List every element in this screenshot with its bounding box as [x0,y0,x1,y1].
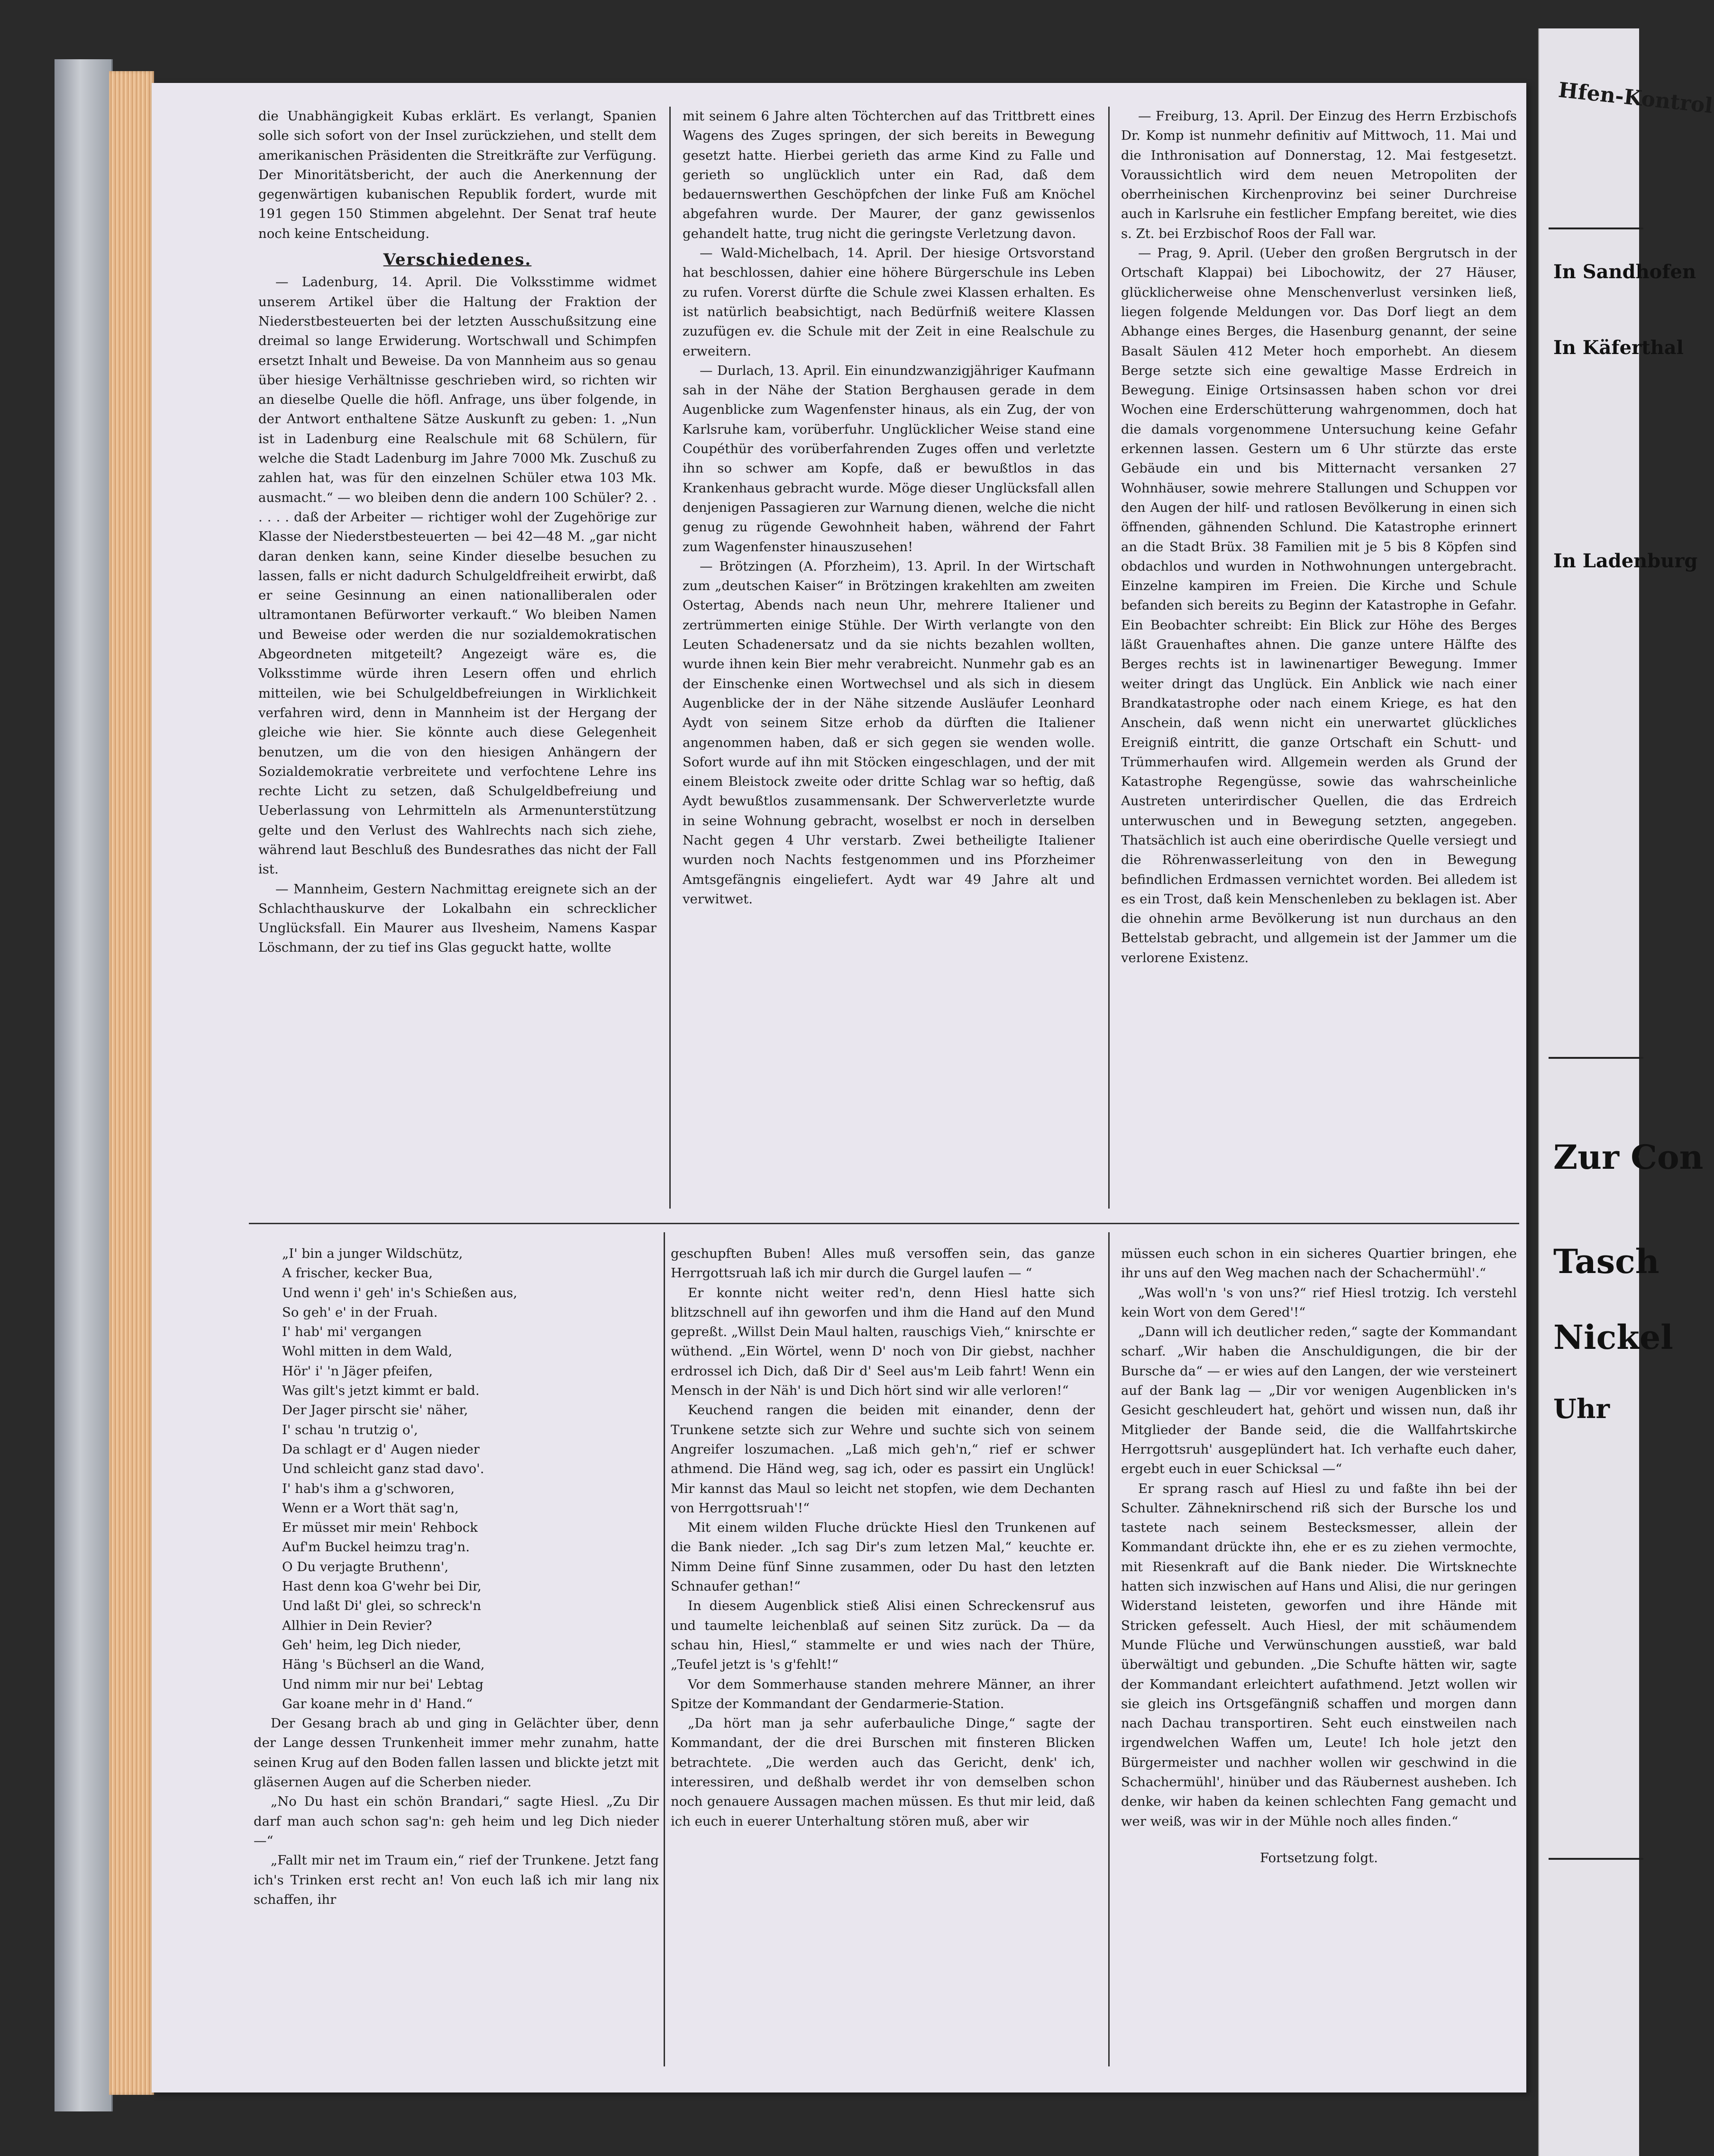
divider [1549,227,1643,229]
column-rule [669,107,671,1209]
story-text: Vor dem Sommerhause standen mehrere Männer, an ihrer Spitze der Kommandant der Gendarmerie-Station. [671,1676,1095,1711]
adjacent-heading: In Sandhofen [1553,261,1696,283]
adjacent-heading: Uhr [1553,1393,1610,1425]
column-rule [664,1232,665,2066]
column-rule [1108,107,1110,1209]
news-column-3 [1121,107,1517,968]
story-text: „Da hört man ja sehr auferbauliche Dinge,“ sagte der Kommandant, der die drei Burschen mit finsteren Blicken betrachtete. „Die werden auch das Gericht, denk' ich, interessiren, und deßhalb werdet ihr von demselben schon noch genauere Aussagen machen müssen. Es thut mir leid, daß ich euch in euerer Unterhaltung stören muß, aber wir [671,1716,1095,1829]
story-text: Er sprang rasch auf Hiesl zu und faßte ihn bei der Schulter. Zähneknirschend riß sich der Bursche los und tastete nach seinem Bestecksmesser, allein der Kommandant drückte ihn, ehe er es zu ziehen vermochte, mit Riesenkraft auf die Bank nieder. Die Wirtsknechte hatten sich inzwischen auf Hans und Alisi, die nur geringen Widerstand leisteten, geworfen und ihre Hände mit Stricken gefesselt. Auch Hiesl, der mit schäumendem Munde Flüche und Verwünschungen ausstieß, war bald überwältigt und gebunden. „Die Schufte hätten wir, sagte der Kommandant erleichtert aufathmend. Jetzt wollen wir sie gleich ins Ortsgefängniß schaffen und morgen dann nach Dachau transportiren. Seht euch einstweilen nach irgendwelchen Waffen um, Leute! Ich hole jetzt den Bürgermeister und nachher wollen wir geschwind in die Schachermühl', hinüber und das Räubernest ausheben. Ich denke, wir haben da keinen schlechten Fang gemacht und wer weiß, was wir in der Mühle noch alles finden.“ [1121,1481,1517,1829]
feuilleton-column-3 [1121,1244,1517,1868]
story-text: „No Du hast ein schön Brandari,“ sagte Hiesl. „Zu Dir darf man auch schon sag'n: geh heim und leg Dich nieder —“ [254,1794,659,1848]
article-wald-michelbach: — Wald-Michelbach, 14. April. Der hiesige Ortsvorstand hat beschlossen, dahier eine höhere Bürgerschule ins Leben zu rufen. Vorerst dürfte die Schule zwei Klassen erhalten. Es ist natürlich beabsichtigt, nach Bedürfniß weitere Klassen zuzufügen ev. die Schule mit der Zeit in eine Realschule zu erweitern. [683,246,1095,359]
adjacent-heading: Zur Con [1553,1137,1704,1177]
adjacent-heading: In Käferthal [1553,337,1684,359]
story-text: „Dann will ich deutlicher reden,“ sagte der Kommandant scharf. „Wir haben die Anschuldigungen, die bir der Bursche da“ — er wies auf den Langen, der wie versteinert auf der Bank lag — „Dir vor wenigen Augenblicken in's Gesicht geschleudert hat, gehört und wissen nun, daß ihr Mitglieder der Bande seid, die die Wallfahrtskirche Herrgottsruh' ausgeplündert hat. Ich verhafte euch daher, ergebt euch in euer Schicksal —“ [1121,1324,1517,1477]
story-text: Keuchend rangen die beiden mit einander, denn der Trunkene setzte sich zur Wehre und suchte sich von seinem Angreifer loszumachen. „Laß mich geh'n,“ rief er schwer athmend. Die Händ weg, sag ich, oder es passirt ein Unglück! Mir kannst das Maul so leicht net stopfen, wie dem Dechanten von Herrgottsruah'!“ [671,1402,1095,1516]
article-freiburg: — Freiburg, 13. April. Der Einzug des Herrn Erzbischofs Dr. Komp ist nunmehr definitiv auf Mittwoch, 11. Mai und die Inthronisation auf Donnerstag, 12. Mai festgesetzt. Voraussichtlich wird dem neuen Metropoliten der oberrheinischen Kirchenprovinz bei seiner Durchreise auch in Karlsruhe ein festlicher Empfang bereitet, wie dies s. Zt. bei Erzbischof Roos der Fall war. [1121,109,1517,241]
divider [1549,1858,1643,1860]
divider [1549,1057,1643,1059]
news-column-1 [258,107,656,958]
story-text: „Was woll'n 's von uns?“ rief Hiesl trotzig. Ich verstehl kein Wort von dem Gered'!“ [1121,1285,1517,1320]
adjacent-heading: Tasch [1553,1242,1659,1281]
poem-stanza: O Du verjagte Bruthenn', Hast denn koa G'wehr bei Dir, Und laßt Di' glei, so schreck'n Allhier in Dein Revier? Geh' heim, leg Dich nieder, Häng 's Büchserl an die Wand, Und nimm mir nur bei' Lebtag Gar koane mehr in d' Hand.“ [282,1559,485,1711]
column-rule [1108,1232,1110,2066]
article-text: die Unabhängigkeit Kubas erklärt. Es verlangt, Spanien solle sich sofort von der Insel zurückziehen, und stellt dem amerikanischen Präsidenten die Streitkräfte zur Verfügung. Der Minoritätsbericht, der auch die Anerkennung der gegenwärtigen kubanischen Republik fordert, wurde mit 191 gegen 150 Stimmen abgelehnt. Der Senat traf heute noch keine Entscheidung. [258,109,656,241]
story-text: geschupften Buben! Alles muß versoffen sein, das ganze Herrgottsruah laß ich mir durch die Gurgel laufen — “ [671,1246,1095,1281]
article-durlach: — Durlach, 13. April. Ein einundzwanzigjähriger Kaufmann sah in der Nähe der Station Berghausen gerade in dem Augenblicke zum Wagenfenster hinaus, als ein Zug, der von Karlsruhe kam, vorüberfuhr. Unglücklicher Weise stand eine Coupéthür des vorüberfahrenden Zuges offen und verletzte ihn so schwer am Kopfe, daß er bewußtlos in das Krankenhaus gebracht wurde. Möge dieser Unglücksfall allen denjenigen Passagieren zur Warnung dienen, welche die nicht genug zu rügende Gewohnheit haben, während der Fahrt zum Wagenfenster hinauszusehen! [683,363,1095,555]
story-text: Der Gesang brach ab und ging in Gelächter über, denn der Lange dessen Trunkenheit immer mehr zunahm, hatte seinen Krug auf den Boden fallen lassen und blickte jetzt mit gläsernen Augen auf die Scherben nieder. [254,1716,659,1790]
feuilleton-separator [249,1223,1519,1224]
adjacent-heading: Nickel [1553,1318,1673,1357]
feuilleton-column-2 [671,1244,1095,1831]
story-text: „Fallt mir net im Traum ein,“ rief der Trunkene. Jetzt fang ich's Trinken erst recht an! Von euch laß ich mir lang nix schaffen, ihr [254,1853,659,1907]
feuilleton-column-1 [254,1244,659,1910]
article-mannheim: — Mannheim, Gestern Nachmittag ereignete sich an der Schlachthauskurve der Lokalbahn ein schrecklicher Unglücksfall. Ein Maurer aus Ilvesheim, Namens Kaspar Löschmann, der zu tief ins Glas geguckt hatte, wollte [258,881,656,955]
story-text: Er konnte nicht weiter red'n, denn Hiesl hatte sich blitzschnell auf ihn geworfen und ihm die Hand auf den Mund gepreßt. „Willst Dein Maul halten, rauschigs Vieh,“ knirschte er wüthend. „Ein Wörtel, wenn D' noch von Dir giebst, nachher erdrossel ich Dich, daß Dir d' Seel aus'm Leib fahrt! Wenn ein Mensch in der Näh' is und Dich hört sind wir alle verloren!“ [671,1285,1095,1399]
article-text: mit seinem 6 Jahre alten Töchterchen auf das Trittbrett eines Wagens des Zuges springen, der sich bereits in Bewegung gesetzt hatte. Hierbei gerieth das arme Kind zu Falle und gerieth so unglücklich unter ein Rad, daß dem bedauernswerthen Geschöpfchen der linke Fuß am Knöchel abgefahren wurde. Der Maurer, der ganz gewissenlos gehandelt hatte, trug nicht die geringste Verletzung davon. [683,109,1095,241]
story-text: müssen euch schon in ein sicheres Quartier bringen, ehe ihr uns auf den Weg machen nach der Schachermühl'.“ [1121,1246,1517,1281]
story-text: In diesem Augenblick stieß Alisi einen Schreckensruf aus und taumelte leichenblaß auf seinen Sitz zurück. Da — da schau hin, Hiesl,“ stammelte er und wies nach der Thüre, „Teufel jetzt is 's g'fehlt!“ [671,1598,1095,1673]
poem-stanza: Der Jager pirscht sie' näher, I' schau 'n trutzig o', Da schlagt er d' Augen nieder Und schleicht ganz stad davo'. I' hab's ihm a g'schworen, Wenn er a Wort thät sag'n, Er müsset mir mein' Rehbock Auf'm Buckel heimzu trag'n. [282,1402,484,1555]
article-prag: — Prag, 9. April. (Ueber den großen Bergrutsch in der Ortschaft Klappai) bei Libochowitz, der 27 Häuser, glücklicherweise ohne Menschenverlust versinken ließ, liegen folgende Meldungen vor. Das Dorf liegt an dem Abhange eines Berges, die Hasenburg genannt, der seine Basalt Säulen 412 Meter hoch emporhebt. An diesem Berge setzte sich eine gewaltige Masse Erdreich in Bewegung. Einige Ortsinsassen haben schon vor drei Wochen eine Erderschütterung wahrgenommen, doch hat die damals vorgenommene Untersuchung keine Gefahr erkennen lassen. Gestern um 6 Uhr stürzte das erste Gebäude ein und bis Mitternacht versanken 27 Wohnhäuser, sowie mehrere Stallungen und Schuppen vor den Augen der hilf- und ratlosen Bevölkerung in einen sich öffnenden, gähnenden Schlund. Die Katastrophe erinnert an die Stadt Brüx. 38 Familien mit je 5 bis 8 Köpfen sind obdachlos und wurden in Nothwohnungen untergebracht. Einzelne kampiren im Freien. Die Kirche und Schule befanden sich bereits zu Beginn der Katastrophe in Gefahr. Ein Beobachter schreibt: Ein Blick zur Höhe des Berges läßt Grauenhaftes ahnen. Die ganze untere Hälfte des Berges rechts ist in lawinenartiger Bewegung. Immer weiter dringt das Unglück. Ein Anblick wie nach einer Brandkatastrophe oder nach einem Kriege, es hat den Anschein, daß wenn nicht ein unerwartet glückliches Ereigniß eintritt, die ganze Ortschaft ein Schutt- und Trümmerhaufen wird. Allgemein werden als Grund der Katastrophe Regengüsse, sowie das wahrscheinliche Austreten unterirdischer Quellen, die das Erdreich unterwuschen und in Bewegung setzten, angegeben. Thatsächlich ist auch eine oberirdische Quelle versiegt und die Röhrenwasserleitung von den in Bewegung befindlichen Erdmassen vernichtet worden. Bei alledem ist es ein Trost, daß kein Menschenleben zu beklagen ist. Aber die ohnehin arme Bevölkerung ist nun durchaus an den Bettelstab gebracht, und allgemein ist der Jammer um die verlorene Existenz. [1121,246,1517,965]
continuation-note: Fortsetzung folgt. [1260,1850,1378,1865]
adjacent-page [1538,28,1714,2156]
adjacent-page-title: Hfen-Kontrol [1557,78,1714,118]
news-column-2 [683,107,1095,909]
story-text: Mit einem wilden Fluche drückte Hiesl den Trunkenen auf die Bank nieder. „Ich sag Dir's zum letzen Mal,“ keuchte er. Nimm Deine fünf Sinne zusammen, oder Du hast den letzten Schnaufer gethan!“ [671,1520,1095,1594]
article-ladenburg: — Ladenburg, 14. April. Die Volksstimme widmet unserem Artikel über die Haltung der Fraktion der Niederstbesteuerten bei der letzten Ausschußsitzung eine dreimal so lange Erwiderung. Wortschwall und Schimpfen ersetzt Inhalt und Beweise. Da von Mannheim aus so genau über hiesige Verhältnisse geschrieben wird, so richten wir an dieselbe Quelle die höfl. Anfrage, uns über folgende, in der Antwort enthaltene Sätze Auskunft zu geben: 1. „Nun ist in Ladenburg eine Realschule mit 68 Schülern, für welche die Stadt Ladenburg im Jahre 7000 Mk. Zuschuß zu zahlen hat, was für den einzelnen Schüler etwa 103 Mk. ausmacht.“ — wo bleiben denn die andern 100 Schüler? 2. . . . . . daß der Arbeiter — richtiger wohl der Zugehörige zur Klasse der Niederstbesteuerten — bei 42—48 M. „gar nicht daran denken kann, seine Kinder dieselbe besuchen zu lassen, falls er nicht dadurch Schulgeldfreiheit erwirbt, daß er seine Gesinnung an einen nationalliberalen oder ultramontanen Befürworter verkauft.“ Wo bleiben Namen und Beweise oder werden die nur sozialdemokratischen Abgeordneten mitgeteilt? Angezeigt wäre es, die Volksstimme würde ihren Lesern offen und ehrlich mitteilen, wie bei Schulgeldbefreiungen in Wirklichkeit verfahren wird, denn in Mannheim ist der Hergang der gleiche wie hier. Sie könnte auch diese Gelegenheit benutzen, um die von den hiesigen Anhängern der Sozialdemokratie verbreitete und verfochtene Lehre ins rechte Licht zu setzen, daß Schulgeldbefreiung und Ueberlassung von Lehrmitteln als Armenunterstützung gelte und den Verlust des Wahlrechts nach sich ziehe, während laut Beschluß des Bundesrathes das nicht der Fall ist. [258,274,656,877]
section-title: Verschiedenes. [383,250,532,270]
binder-edge [55,59,113,2111]
poem-stanza: „I' bin a junger Wildschütz, A frischer, kecker Bua, Und wenn i' geh' in's Schießen aus, So geh' e' in der Fruah. I' hab' mi' vergangen Wohl mitten in dem Wald, Hör' i' 'n Jäger pfeifen, Was gilt's jetzt kimmt er bald. [282,1246,518,1399]
adjacent-heading: In Ladenburg [1553,550,1698,572]
article-broetzingen: — Brötzingen (A. Pforzheim), 13. April. In der Wirtschaft zum „deutschen Kaiser“ in Brötzingen krakehlten am zweiten Ostertag, Abends nach neun Uhr, mehrere Italiener und zertrümmerten einige Stühle. Der Wirth verlangte von den Leuten Schadenersatz und da sie nichts bezahlen wollten, wurde ihnen kein Bier mehr verabreicht. Nunmehr gab es an der Einschenke einen Wortwechsel und als sich in diesem Augenblicke der in der Nähe sitzende Ausläufer Leonhard Aydt von seinem Sitze erhob da dürften die Italiener angenommen haben, daß er sich gegen sie wenden wolle. Sofort wurde auf ihn mit Stöcken eingeschlagen, und der mit einem Bleistock zweite oder dritte Schlag war so heftig, daß Aydt bewußtlos zusammensank. Der Schwerverletzte wurde in seine Wohnung gebracht, woselbst er noch in derselben Nacht gegen 4 Uhr verstarb. Zwei betheiligte Italiener wurden noch Nachts festgenommen und ins Pforzheimer Amtsgefängnis eingeliefert. Aydt war 49 Jahre alt und verwitwet. [683,558,1095,907]
page-stack-edge [109,71,154,2095]
